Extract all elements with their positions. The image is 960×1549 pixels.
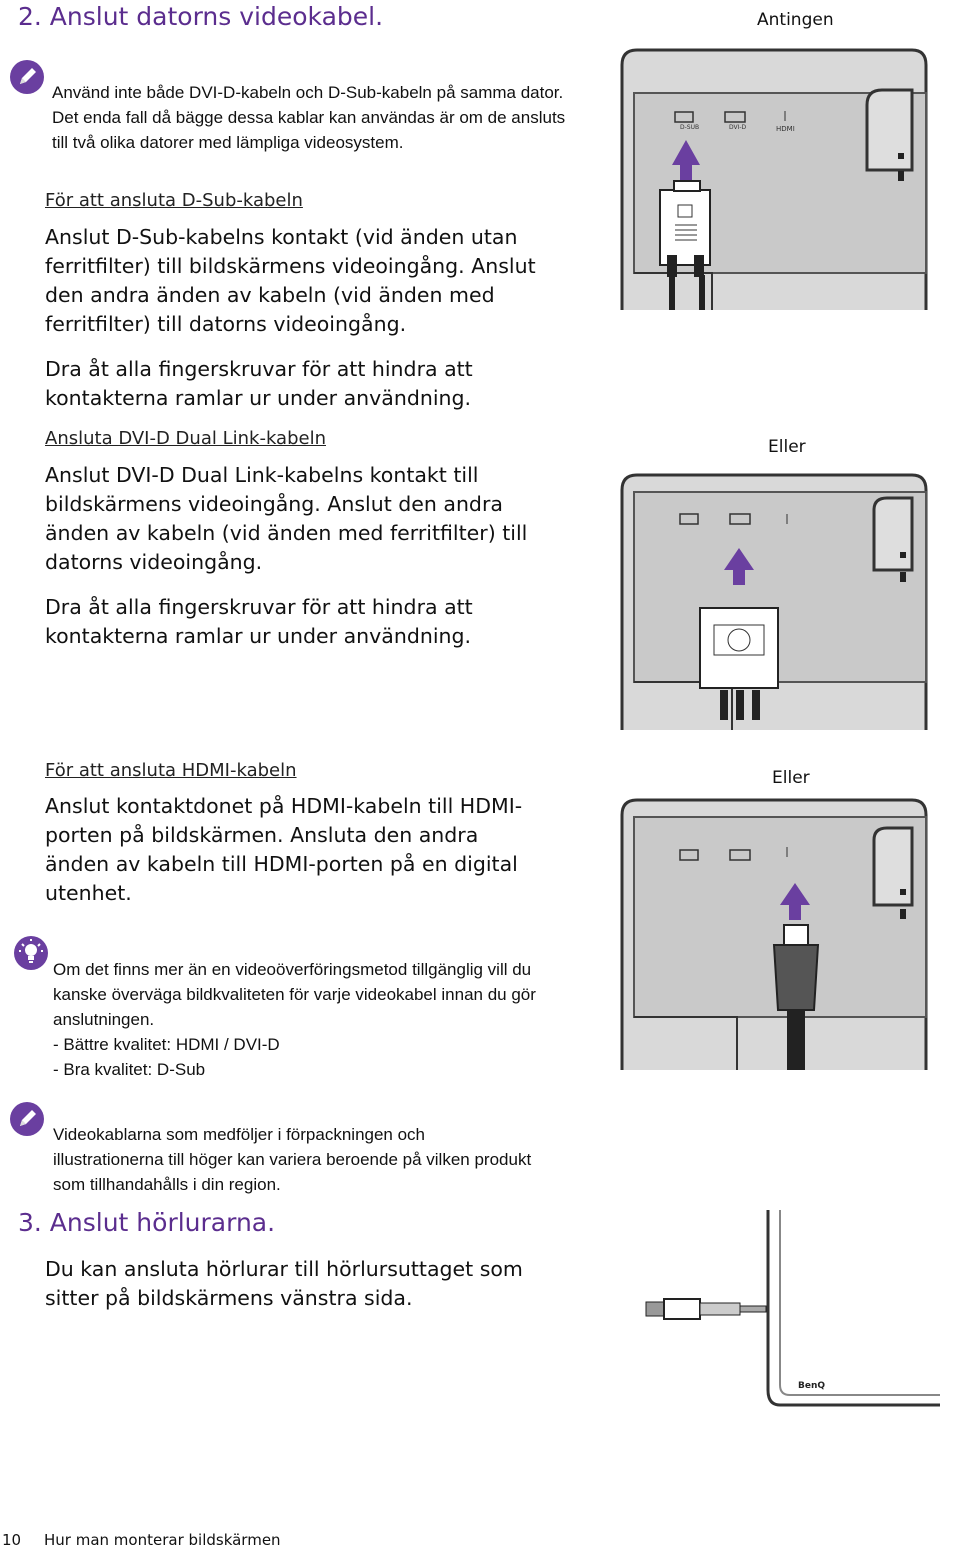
note-cables: Videokablarna som medföljer i förpackningen och illustrationerna till höger kan variera beroende på vilken produkt som tillhandahålls i din region. (53, 1125, 532, 1194)
figure-dsub-connection (612, 45, 932, 315)
brand-logo: BenQ (798, 1381, 826, 1391)
figure-hdmi-connection (612, 795, 932, 1075)
port-label-dvi: DVI-D (729, 124, 747, 131)
lightbulb-icon (14, 936, 48, 970)
subtitle-hdmi: För att ansluta HDMI-kabeln (45, 760, 297, 781)
port-label-hdmi: HDMI (776, 125, 795, 133)
tip-line-2: - Bättre kvalitet: HDMI / DVI-D (53, 1035, 280, 1054)
footer-title: Hur man monterar bildskärmen (44, 1531, 281, 1549)
section-heading-2: 2. Anslut datorns videokabel. (18, 2, 384, 31)
figure-headphone-connection (640, 1205, 950, 1420)
text-dsub: Anslut D-Sub-kabelns kontakt (vid änden utan ferritfilter) till bildskärmens videoingång. Anslut den andra änden av kabeln (vid änden med ferritfilter) till datorns videoingång. (45, 225, 536, 336)
tip-line-1: Om det finns mer än en videoöverföringsmetod tillgänglig vill du kanske överväga bildkvaliteten för varje videokabel innan du gör anslutningen. (53, 960, 536, 1029)
text-screws-1: Dra åt alla fingerskruvar för att hindra att kontakterna ramlar ur under användning. (45, 357, 473, 410)
figure-dvi-connection (612, 470, 932, 735)
subtitle-dvi: Ansluta DVI-D Dual Link-kabeln (45, 428, 326, 449)
section-heading-3: 3. Anslut hörlurarna. (18, 1208, 276, 1237)
pencil-icon (10, 60, 44, 94)
caption-or-1: Eller (768, 437, 806, 457)
subtitle-dsub: För att ansluta D-Sub-kabeln (45, 190, 303, 211)
text-headphones: Du kan ansluta hörlurar till hörlursuttaget som sitter på bildskärmens vänstra sida. (45, 1257, 523, 1310)
port-label-dsub: D-SUB (680, 124, 700, 131)
pencil-icon-2 (10, 1102, 44, 1136)
caption-or-2: Eller (772, 768, 810, 788)
text-screws-2: Dra åt alla fingerskruvar för att hindra att kontakterna ramlar ur under användning. (45, 595, 473, 648)
note-dvi-dsub: Använd inte både DVI-D-kabeln och D-Sub-kabeln på samma dator. Det enda fall då bägge dessa kablar kan användas är om de ansluts till två olika datorer med lämpliga videosystem. (52, 83, 566, 152)
caption-either: Antingen (757, 10, 834, 30)
page-number: 10 (2, 1531, 22, 1549)
tip-text (53, 957, 563, 1082)
tip-line-3: - Bra kvalitet: D-Sub (53, 1060, 206, 1079)
text-dvi: Anslut DVI-D Dual Link-kabelns kontakt till bildskärmens videoingång. Anslut den andra änden av kabeln (vid änden med ferritfilter) till datorns videoingång. (45, 463, 528, 574)
text-hdmi: Anslut kontaktdonet på HDMI-kabeln till HDMI-porten på bildskärmen. Ansluta den andra änden av kabeln till HDMI-porten på en digital utenhet. (45, 794, 523, 905)
